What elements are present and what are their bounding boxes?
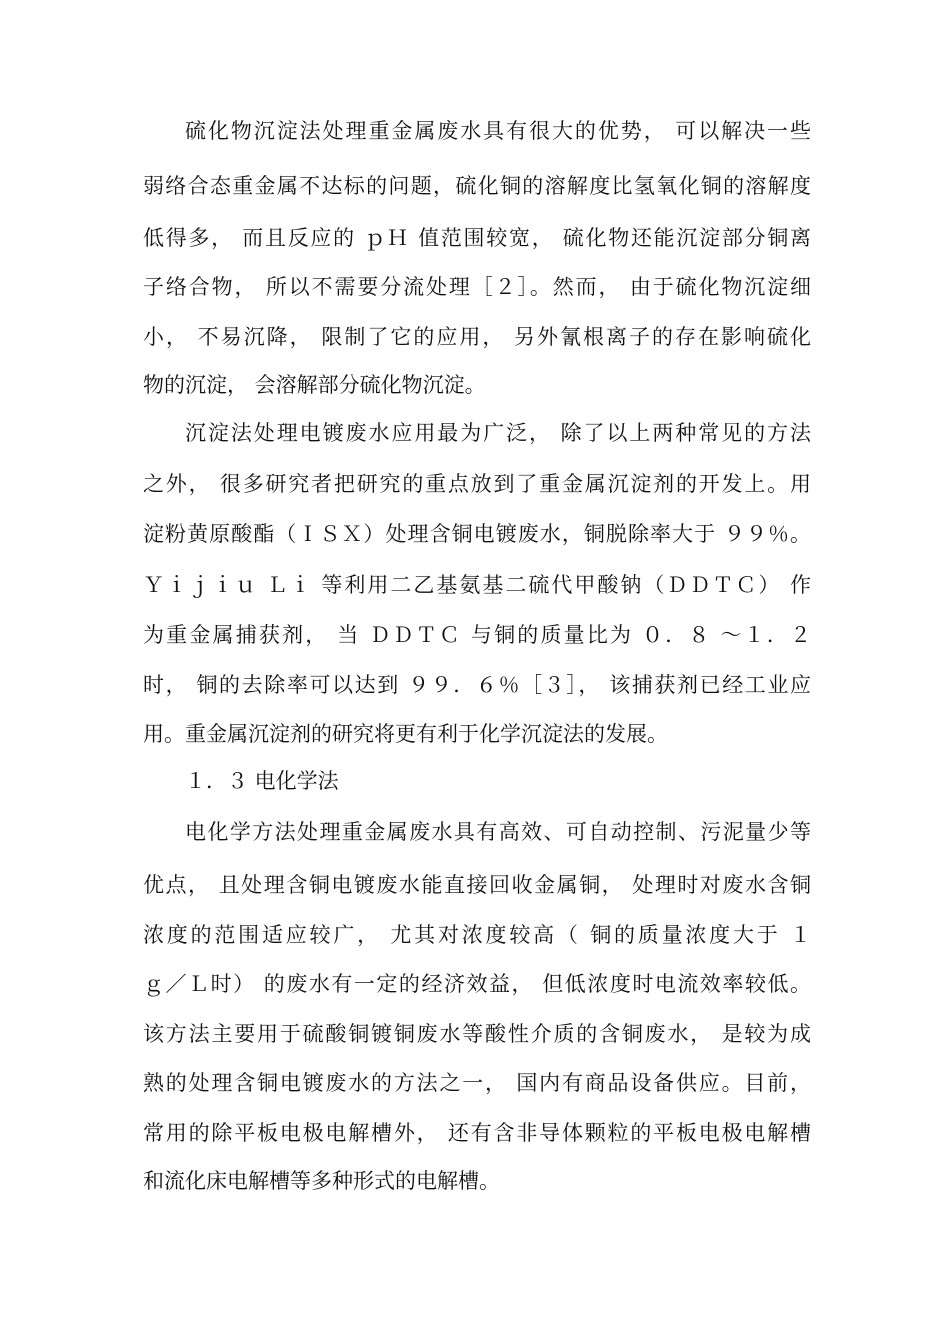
paragraph-3-line-3: 浓度的范围适应较广， 尤其对浓度较高（ 铜的质量浓度大于 １ xyxy=(143,923,811,947)
paragraph-2-line-6: 时， 铜的去除率可以达到 ９９．６％［３］， 该捕获剂已经工业应 xyxy=(143,673,811,697)
paragraph-1-line-5: 小， 不易沉降， 限制了它的应用， 另外氰根离子的存在影响硫化 xyxy=(143,325,811,349)
paragraph-1-line-2: 弱络合态重金属不达标的问题，硫化铜的溶解度比氢氧化铜的溶解度 xyxy=(143,174,811,198)
paragraph-1-line-3: 低得多， 而且反应的 ｐＨ 值范围较宽， 硫化物还能沉淀部分铜离 xyxy=(143,226,811,250)
paragraph-2-line-1: 沉淀法处理电镀废水应用最为广泛， 除了以上两种常见的方法 xyxy=(185,421,811,445)
paragraph-1-line-4: 子络合物， 所以不需要分流处理［２］。然而， 由于硫化物沉淀细 xyxy=(143,275,811,299)
paragraph-3-line-7: 常用的除平板电极电解槽外， 还有含非导体颗粒的平板电极电解槽 xyxy=(143,1121,811,1145)
paragraph-2-line-4: Ｙｉｊｉｕ Ｌｉ 等利用二乙基氨基二硫代甲酸钠（ＤＤＴＣ） 作 xyxy=(143,573,811,597)
paragraph-3-line-8: 和流化床电解槽等多种形式的电解槽。 xyxy=(143,1169,500,1193)
paragraph-2-line-7: 用。重金属沉淀剂的研究将更有利于化学沉淀法的发展。 xyxy=(143,722,668,746)
paragraph-3-line-1: 电化学方法处理重金属废水具有高效、可自动控制、污泥量少等 xyxy=(185,820,811,844)
paragraph-1-line-6: 物的沉淀， 会溶解部分硫化物沉淀。 xyxy=(143,373,486,397)
paragraph-2-line-3: 淀粉黄原酸酯（ＩＳＸ）处理含铜电镀废水，铜脱除率大于 ９９％。 xyxy=(143,522,811,546)
paragraph-3-line-5: 该方法主要用于硫酸铜镀铜废水等酸性介质的含铜废水， 是较为成 xyxy=(143,1022,811,1046)
paragraph-2-line-5: 为重金属捕获剂， 当 ＤＤＴＣ 与铜的质量比为 ０．８ ～１．２ xyxy=(143,623,811,647)
paragraph-1-line-1: 硫化物沉淀法处理重金属废水具有很大的优势， 可以解决一些 xyxy=(185,119,811,143)
paragraph-3-line-2: 优点， 且处理含铜电镀废水能直接回收金属铜， 处理时对废水含铜 xyxy=(143,873,811,897)
paragraph-2-line-2: 之外， 很多研究者把研究的重点放到了重金属沉淀剂的开发上。用 xyxy=(143,472,811,496)
section-heading: １．３ 电化学法 xyxy=(185,769,339,793)
paragraph-3-line-6: 熟的处理含铜电镀废水的方法之一， 国内有商品设备供应。目前， xyxy=(143,1071,811,1095)
paragraph-3-line-4: ｇ／Ｌ时） 的废水有一定的经济效益， 但低浓度时电流效率较低。 xyxy=(143,972,811,996)
